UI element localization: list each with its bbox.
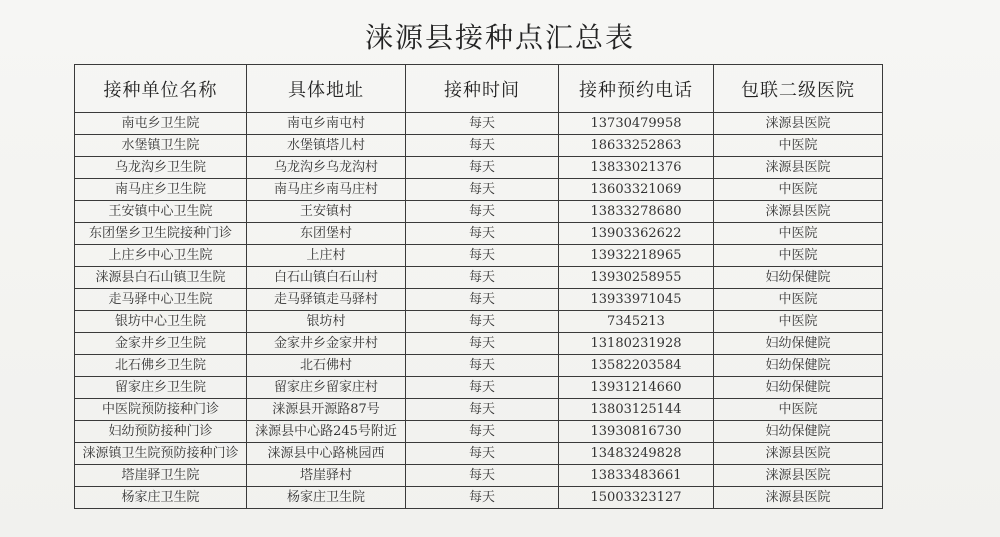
cell-phone: 13833483661 <box>559 465 714 487</box>
cell-unit-name: 杨家庄卫生院 <box>75 487 247 509</box>
cell-unit-name: 金家井乡卫生院 <box>75 333 247 355</box>
cell-address: 王安镇村 <box>247 201 406 223</box>
cell-address: 上庄村 <box>247 245 406 267</box>
cell-address: 北石佛村 <box>247 355 406 377</box>
table-row <box>75 311 883 333</box>
cell-unit-name: 塔崖驿卫生院 <box>75 465 247 487</box>
cell-phone: 13833278680 <box>559 201 714 223</box>
cell-address: 银坊村 <box>247 311 406 333</box>
table-row <box>75 289 883 311</box>
cell-time: 每天 <box>406 135 559 157</box>
cell-unit-name: 涞源县白石山镇卫生院 <box>75 267 247 289</box>
cell-hospital: 涞源县医院 <box>714 113 883 135</box>
table-row <box>75 245 883 267</box>
table-row <box>75 421 883 443</box>
cell-unit-name: 乌龙沟乡卫生院 <box>75 157 247 179</box>
cell-address: 白石山镇白石山村 <box>247 267 406 289</box>
cell-unit-name: 北石佛乡卫生院 <box>75 355 247 377</box>
cell-hospital: 中医院 <box>714 245 883 267</box>
cell-hospital: 中医院 <box>714 289 883 311</box>
cell-hospital: 中医院 <box>714 223 883 245</box>
cell-address: 杨家庄卫生院 <box>247 487 406 509</box>
header-time: 接种时间 <box>406 65 559 113</box>
cell-unit-name: 中医院预防接种门诊 <box>75 399 247 421</box>
cell-unit-name: 妇幼预防接种门诊 <box>75 421 247 443</box>
cell-hospital: 涞源县医院 <box>714 487 883 509</box>
cell-hospital: 中医院 <box>714 179 883 201</box>
cell-phone: 7345213 <box>559 311 714 333</box>
table-row <box>75 443 883 465</box>
cell-phone: 13582203584 <box>559 355 714 377</box>
cell-time: 每天 <box>406 487 559 509</box>
vaccination-sites-table <box>74 64 883 509</box>
cell-time: 每天 <box>406 113 559 135</box>
cell-address: 乌龙沟乡乌龙沟村 <box>247 157 406 179</box>
cell-hospital: 妇幼保健院 <box>714 333 883 355</box>
cell-address: 留家庄乡留家庄村 <box>247 377 406 399</box>
cell-phone: 18633252863 <box>559 135 714 157</box>
cell-unit-name: 走马驿中心卫生院 <box>75 289 247 311</box>
cell-phone: 13931214660 <box>559 377 714 399</box>
cell-time: 每天 <box>406 201 559 223</box>
cell-time: 每天 <box>406 157 559 179</box>
table-row <box>75 355 883 377</box>
cell-phone: 13930258955 <box>559 267 714 289</box>
cell-address: 南马庄乡南马庄村 <box>247 179 406 201</box>
table-row <box>75 179 883 201</box>
table-row <box>75 399 883 421</box>
cell-phone: 13180231928 <box>559 333 714 355</box>
cell-hospital: 中医院 <box>714 135 883 157</box>
cell-hospital: 妇幼保健院 <box>714 267 883 289</box>
cell-unit-name: 南马庄乡卫生院 <box>75 179 247 201</box>
cell-time: 每天 <box>406 443 559 465</box>
table-row <box>75 135 883 157</box>
table-row <box>75 333 883 355</box>
cell-phone: 13603321069 <box>559 179 714 201</box>
cell-hospital: 妇幼保健院 <box>714 377 883 399</box>
table-row <box>75 157 883 179</box>
cell-unit-name: 涞源镇卫生院预防接种门诊 <box>75 443 247 465</box>
cell-unit-name: 东团堡乡卫生院接种门诊 <box>75 223 247 245</box>
cell-phone: 15003323127 <box>559 487 714 509</box>
cell-address: 涞源县中心路桃园西 <box>247 443 406 465</box>
cell-time: 每天 <box>406 421 559 443</box>
cell-time: 每天 <box>406 245 559 267</box>
cell-phone: 13483249828 <box>559 443 714 465</box>
cell-hospital: 涞源县医院 <box>714 157 883 179</box>
cell-hospital: 涞源县医院 <box>714 465 883 487</box>
cell-hospital: 妇幼保健院 <box>714 421 883 443</box>
page-title: 涞源县接种点汇总表 <box>364 21 635 54</box>
table-row <box>75 465 883 487</box>
cell-phone: 13932218965 <box>559 245 714 267</box>
cell-phone: 13903362622 <box>559 223 714 245</box>
cell-address: 南屯乡南屯村 <box>247 113 406 135</box>
cell-hospital: 中医院 <box>714 399 883 421</box>
cell-time: 每天 <box>406 377 559 399</box>
cell-time: 每天 <box>406 333 559 355</box>
header-hospital: 包联二级医院 <box>714 65 883 113</box>
cell-time: 每天 <box>406 465 559 487</box>
cell-time: 每天 <box>406 311 559 333</box>
cell-hospital: 涞源县医院 <box>714 201 883 223</box>
table-row <box>75 113 883 135</box>
cell-hospital: 涞源县医院 <box>714 443 883 465</box>
cell-hospital: 妇幼保健院 <box>714 355 883 377</box>
cell-unit-name: 上庄乡中心卫生院 <box>75 245 247 267</box>
cell-address: 涞源县开源路87号 <box>247 399 406 421</box>
cell-time: 每天 <box>406 399 559 421</box>
cell-address: 东团堡村 <box>247 223 406 245</box>
cell-phone: 13930816730 <box>559 421 714 443</box>
table-row <box>75 377 883 399</box>
table-row <box>75 201 883 223</box>
cell-time: 每天 <box>406 289 559 311</box>
cell-unit-name: 银坊中心卫生院 <box>75 311 247 333</box>
cell-phone: 13730479958 <box>559 113 714 135</box>
cell-address: 涞源县中心路245号附近 <box>247 421 406 443</box>
cell-unit-name: 留家庄乡卫生院 <box>75 377 247 399</box>
cell-hospital: 中医院 <box>714 311 883 333</box>
table-row <box>75 223 883 245</box>
cell-phone: 13933971045 <box>559 289 714 311</box>
cell-time: 每天 <box>406 179 559 201</box>
cell-unit-name: 王安镇中心卫生院 <box>75 201 247 223</box>
cell-unit-name: 南屯乡卫生院 <box>75 113 247 135</box>
cell-time: 每天 <box>406 355 559 377</box>
header-address: 具体地址 <box>247 65 406 113</box>
cell-unit-name: 水堡镇卫生院 <box>75 135 247 157</box>
cell-phone: 13833021376 <box>559 157 714 179</box>
cell-address: 走马驿镇走马驿村 <box>247 289 406 311</box>
cell-address: 塔崖驿村 <box>247 465 406 487</box>
cell-time: 每天 <box>406 267 559 289</box>
cell-address: 金家井乡金家井村 <box>247 333 406 355</box>
cell-address: 水堡镇塔儿村 <box>247 135 406 157</box>
header-phone: 接种预约电话 <box>559 65 714 113</box>
header-unit-name: 接种单位名称 <box>75 65 247 113</box>
table-body <box>75 113 883 509</box>
cell-phone: 13803125144 <box>559 399 714 421</box>
table-row <box>75 487 883 509</box>
table-header-row <box>75 65 883 113</box>
cell-time: 每天 <box>406 223 559 245</box>
table-row <box>75 267 883 289</box>
